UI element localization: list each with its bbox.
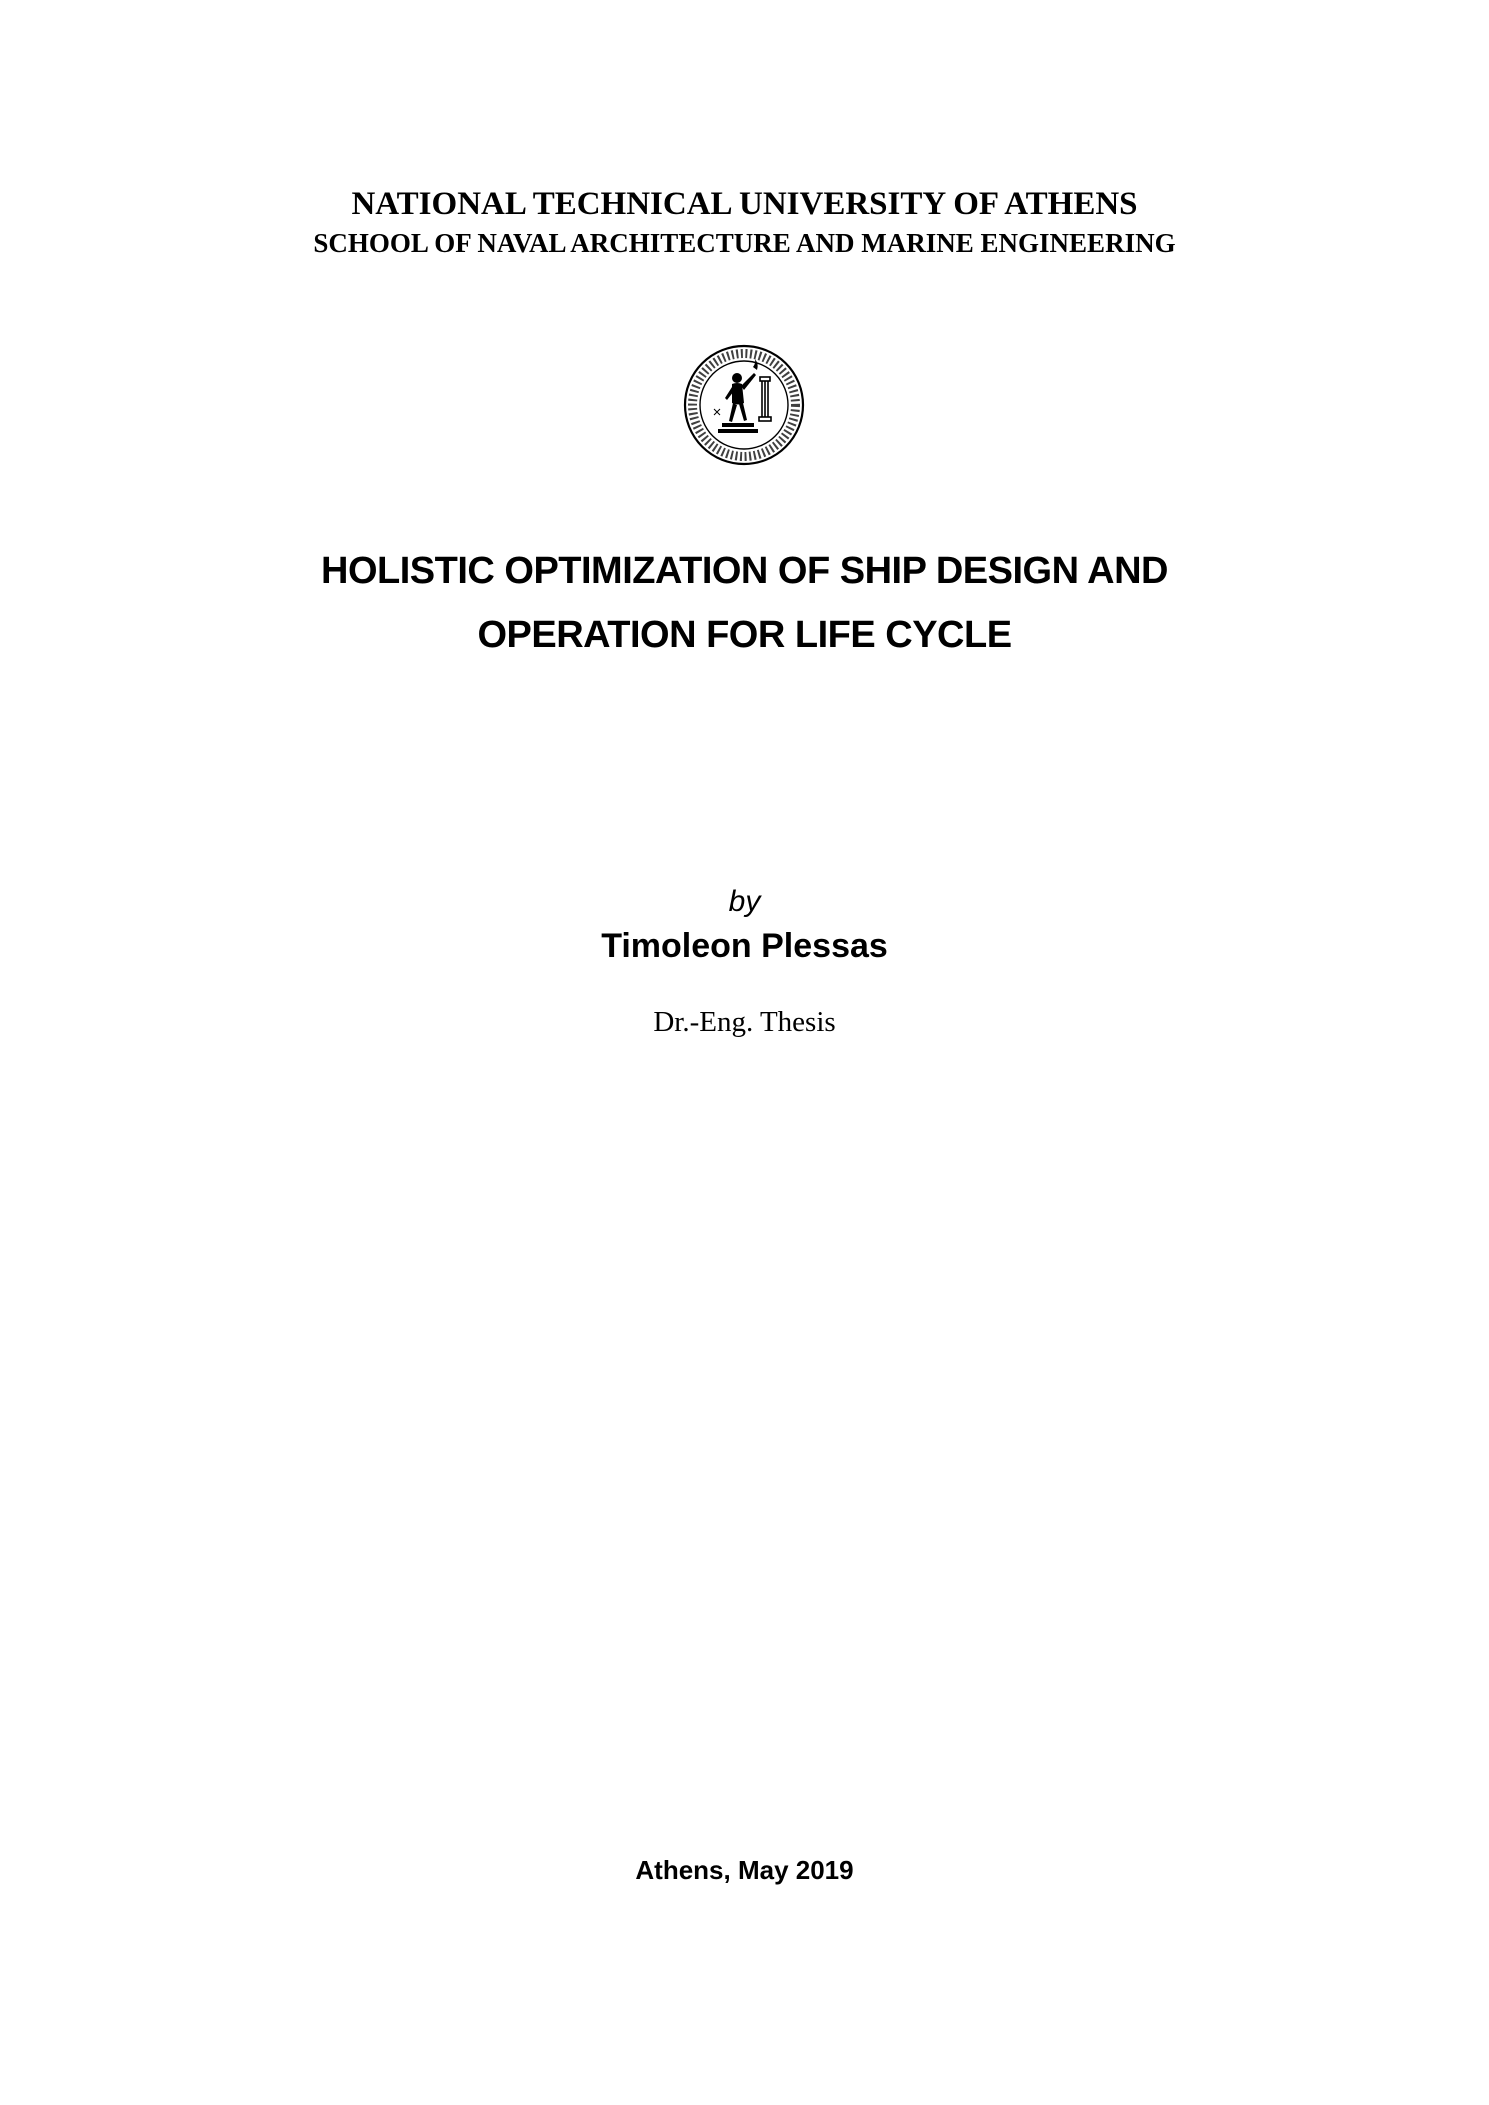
school-name: SCHOOL OF NAVAL ARCHITECTURE AND MARINE ENGINEERING xyxy=(313,228,1176,258)
thesis-title-line-2: OPERATION FOR LIFE CYCLE xyxy=(477,614,1012,656)
university-name: NATIONAL TECHNICAL UNIVERSITY OF ATHENS xyxy=(351,186,1138,222)
degree-label: Dr.-Eng. Thesis xyxy=(653,1006,836,1038)
author-name: Timoleon Plessas xyxy=(601,927,888,965)
place-and-date: Athens, May 2019 xyxy=(635,1855,854,1885)
university-seal-icon xyxy=(682,343,806,467)
by-label: by xyxy=(728,885,761,918)
thesis-title-line-1: HOLISTIC OPTIMIZATION OF SHIP DESIGN AND xyxy=(321,550,1168,592)
